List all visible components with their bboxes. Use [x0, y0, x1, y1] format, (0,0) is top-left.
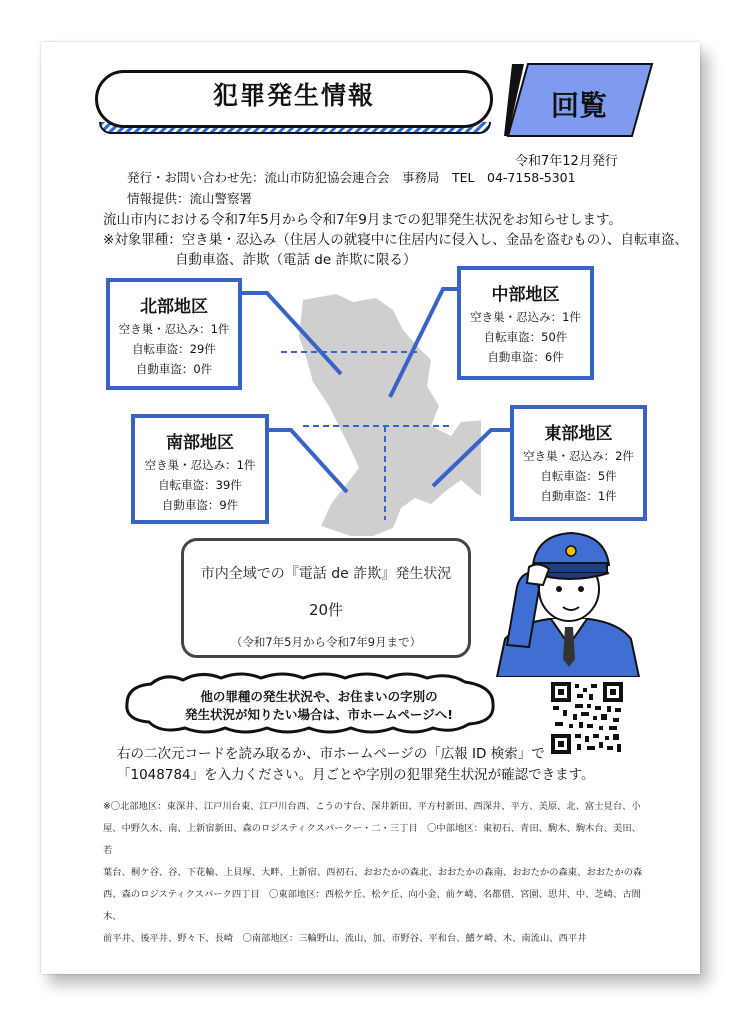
area-footnote — [103, 796, 643, 950]
district-east-bicycle: 自転車盗：5件 — [540, 469, 617, 483]
info-provider: 情報提供：流山警察署 — [127, 191, 253, 206]
callout-line-2: 発生状況が知りたい場合は、市ホームページへ! — [185, 707, 453, 722]
district-central — [457, 266, 594, 380]
footnote-line-4: 西、森のロジスティクスパーク四丁目 〇東部地区：西松ケ丘、松ケ丘、向小金、前ケ崎、名都借、宮園、思井、中、芝崎、古間木、 — [103, 889, 641, 922]
intro-line-1: 流山市内における令和7年5月から令和7年9月までの犯罪発生状況をお知らせします。 — [103, 212, 622, 228]
callout-line-1: 他の罪種の発生状況や、お住まいの字別の — [200, 689, 438, 704]
district-south-bicycle: 自転車盗：39件 — [158, 478, 242, 492]
district-south-car: 自動車盗：9件 — [161, 498, 239, 512]
district-north-car: 自動車盗：0件 — [135, 362, 213, 376]
flyer-page — [41, 42, 700, 974]
district-north-burglary: 空き巣・忍込み：1件 — [118, 322, 230, 336]
intro-line-3: 自動車盗、詐欺（電話 de 詐欺に限る） — [175, 252, 417, 268]
footnote-line-3: 葉台、桐ケ谷、谷、下花輪、上貝塚、大畔、上新宿、西初石、おおたかの森北、おおたかの森南、おおたかの森東、おおたかの森 — [103, 867, 643, 878]
footnote-line-2: 屋、中野久木、南、上新宿新田、森のロジスティクスパークー・二・三丁目 〇中部地区：東初石、青田、駒木、駒木台、美田、若 — [103, 823, 641, 856]
district-central-burglary: 空き巣・忍込み：1件 — [470, 310, 581, 324]
fraud-summary-box — [181, 538, 471, 658]
district-north — [106, 278, 242, 390]
district-south — [131, 414, 269, 524]
qr-note-line-2: 「1048784」を入力ください。月ごとや字別の犯罪発生状況が確認できます。 — [117, 767, 595, 783]
district-north-name: 北部地区 — [140, 297, 208, 317]
district-south-burglary: 空き巣・忍込み：1件 — [144, 458, 256, 472]
district-east-burglary: 空き巣・忍込み：2件 — [523, 449, 634, 463]
footnote-line-5: 前平井、後平井、野々下、長崎 〇南部地区：三輪野山、流山、加、市野谷、平和台、鰭ケ崎、木、南流山、西平井 — [103, 933, 587, 944]
qr-note-line-1: 右の二次元コードを読み取るか、市ホームページの「広報 ID 検索」で — [117, 746, 545, 762]
kairan-label: 回覧 — [550, 89, 607, 122]
fraud-summary-title: 市内全域での『電話 de 詐欺』発生状況 — [200, 566, 452, 582]
footnote-line-1: ※〇北部地区：東深井、江戸川台東、江戸川台西、こうのす台、深井新田、平方村新田、西深井、平方、美原、北、富士見台、小 — [103, 801, 641, 812]
callout-text — [129, 688, 509, 724]
intro-line-2: ※対象罪種：空き巣・忍込み（住居人の就寝中に住居内に侵入し、金品を盗むもの）、自転車盗、 — [103, 232, 689, 248]
issue-date: 令和7年12月発行 — [515, 154, 618, 169]
district-central-name: 中部地区 — [491, 285, 560, 305]
fraud-summary-period: （令和7年5月から令和7年9月まで） — [230, 635, 422, 649]
publisher-info: 発行・お問い合わせ先：流山市防犯協会連合会 事務局 TEL 04-7158-5301 — [127, 170, 576, 185]
district-north-bicycle: 自転車盗：29件 — [132, 342, 216, 356]
qr-code — [551, 682, 623, 754]
fraud-summary-count: 20件 — [308, 601, 344, 619]
district-east — [510, 405, 647, 521]
district-central-bicycle: 自転車盗：50件 — [483, 330, 568, 344]
district-south-name: 南部地区 — [166, 433, 234, 453]
police-officer-illustration — [489, 527, 649, 677]
district-central-car: 自動車盗：6件 — [487, 350, 564, 364]
district-east-name: 東部地区 — [544, 424, 613, 444]
district-east-car: 自動車盗：1件 — [540, 489, 617, 503]
page-title: 犯罪発生情報 — [212, 81, 375, 110]
